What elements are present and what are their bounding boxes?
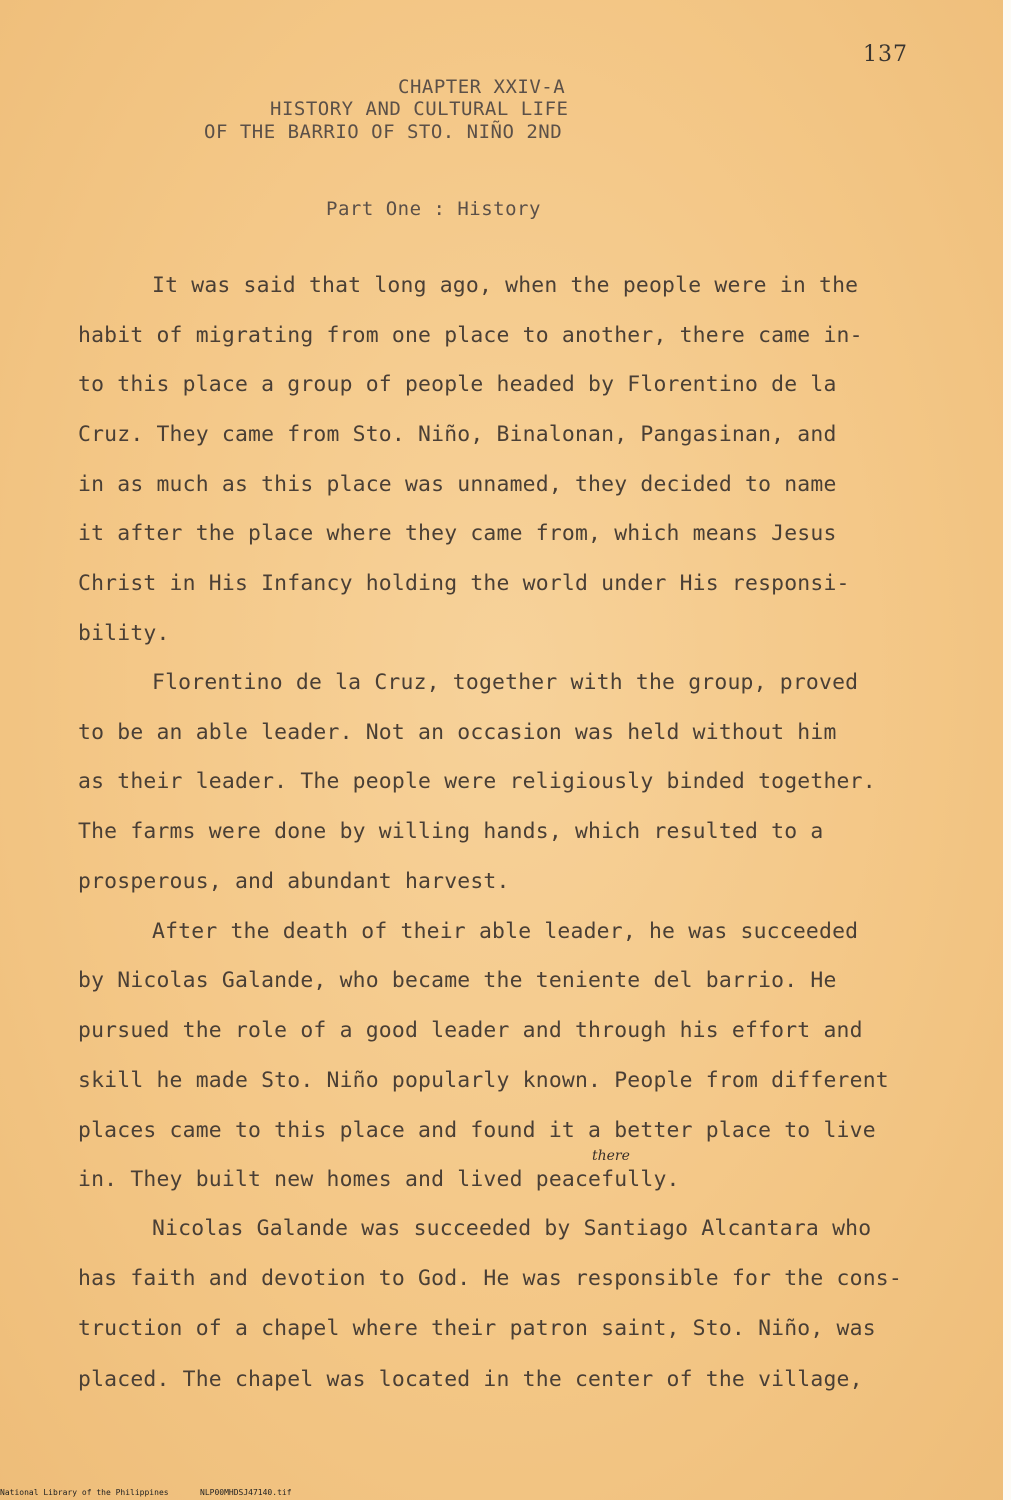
- body-line: prosperous, and abundant harvest.: [78, 869, 510, 894]
- chapter-subtitle: OF THE BARRIO OF STO. NIÑO 2ND: [204, 121, 563, 143]
- part-title: Part One : History: [326, 198, 541, 220]
- body-line: Nicolas Galande was succeeded by Santiago Alcantara who: [152, 1216, 872, 1241]
- body-line: placed. The chapel was located in the center of the village,: [78, 1367, 863, 1392]
- body-line: to be an able leader. Not an occasion was held without him: [78, 720, 837, 745]
- body-line: it after the place where they came from, which means Jesus: [78, 521, 837, 546]
- body-line: places came to this place and found it a better place to live: [78, 1118, 876, 1143]
- handwritten-insert: there: [592, 1148, 630, 1164]
- chapter-title: HISTORY AND CULTURAL LIFE: [270, 98, 569, 120]
- body-line: truction of a chapel where their patron saint, Sto. Niño, was: [78, 1316, 876, 1341]
- body-line: skill he made Sto. Niño popularly known. People from different: [78, 1068, 889, 1093]
- body-line: as their leader. The people were religiously binded together.: [78, 769, 876, 794]
- body-line: It was said that long ago, when the people were in the: [152, 273, 859, 298]
- body-line: bility.: [78, 621, 170, 646]
- footer-filename: NLP00MHDSJ47140.tif: [200, 1488, 292, 1497]
- chapter-heading: CHAPTER XXIV-A: [398, 76, 566, 98]
- body-line: After the death of their able leader, he was succeeded: [152, 919, 859, 944]
- page-number: 137: [863, 42, 908, 67]
- body-line: Florentino de la Cruz, together with the group, proved: [152, 670, 859, 695]
- body-line: Christ in His Infancy holding the world under His responsi-: [78, 571, 850, 596]
- body-line: The farms were done by willing hands, which resulted to a: [78, 819, 824, 844]
- body-line: pursued the role of a good leader and through his effort and: [78, 1018, 863, 1043]
- scan-edge: [1003, 0, 1011, 1500]
- body-line: Cruz. They came from Sto. Niño, Binalonan, Pangasinan, and: [78, 422, 837, 447]
- body-line: in. They built new homes and lived peacefully.: [78, 1167, 680, 1192]
- body-line: in as much as this place was unnamed, they decided to name: [78, 472, 837, 497]
- body-line: by Nicolas Galande, who became the teniente del barrio. He: [78, 968, 837, 993]
- body-line: to this place a group of people headed by Florentino de la: [78, 372, 837, 397]
- footer-library: National Library of the Philippines: [0, 1488, 169, 1497]
- body-line: habit of migrating from one place to another, there came in-: [78, 323, 863, 348]
- body-line: has faith and devotion to God. He was responsible for the cons-: [78, 1266, 902, 1291]
